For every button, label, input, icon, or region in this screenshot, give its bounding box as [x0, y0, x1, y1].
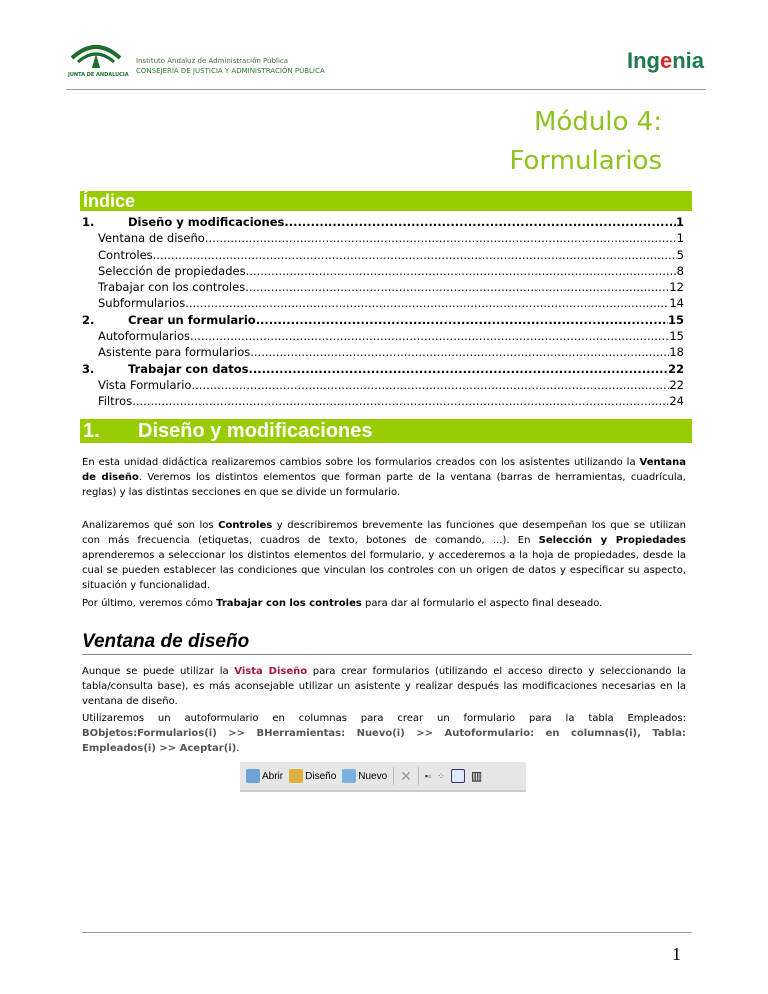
list-icon	[451, 769, 465, 783]
junta-logo	[66, 40, 132, 80]
design-button: Diseño	[289, 769, 336, 783]
toc-entry[interactable]: Ventana de diseño ..... 1	[82, 230, 684, 246]
paragraph: Utilizaremos un autoformulario en columnas para crear un formulario para la tabla Empleados: BObjetos:Formularios(i) >> BHerramientas: Nuevo(i) >> Autoformulario: en columnas(i), Tabla: Empleados(i) >> Aceptar(i).	[82, 713, 686, 754]
details-icon: ▥	[470, 769, 483, 783]
toc-entry[interactable]: 2. Crear un formulario ..... 15	[82, 312, 684, 328]
open-icon	[246, 769, 260, 783]
footer-rule	[82, 932, 692, 933]
new-icon	[342, 769, 356, 783]
toc-entry[interactable]: Asistente para formularios ..... 18	[82, 344, 684, 360]
toc-entry[interactable]: Subformularios ..... 14	[82, 295, 684, 311]
section-heading: 1. Diseño y modificaciones	[80, 419, 692, 443]
toc-entry[interactable]: Vista Formulario ..... 22	[82, 377, 684, 393]
toc-entry[interactable]: 3. Trabajar con datos ..... 22	[82, 361, 684, 377]
junta-logo-text: JUNTA DE ANDALUCIA	[68, 72, 129, 78]
design-icon	[289, 769, 303, 783]
toc-entry[interactable]: 1. Diseño y modificaciones ..... 1	[82, 214, 684, 230]
small-icons-icon: ⁘	[437, 770, 445, 781]
toc-entry[interactable]: Controles ..... 5	[82, 247, 684, 263]
toc-entry[interactable]: Autoformularios ..... 15	[82, 328, 684, 344]
paragraph: En esta unidad didáctica realizaremos cambios sobre los formularios creados con los asistentes utilizando la Ventana de diseño. Veremos los distintos elementos que forman parte de la ventana (barras de herramientas, cuadrícula, reglas) y las distintas secciones en que se divide un formulario.	[82, 457, 686, 498]
delete-icon: ✕	[400, 767, 412, 784]
paragraph: Analizaremos qué son los Controles y describiremos brevemente las funciones que desempeñan los que se utilizan con más frecuencia (etiquetas, cuadros de texto, botones de comando, ...). En Selección y Propiedades aprenderemos a seleccionar los distintos elementos del formulario, y accederemos a la hoja de propiedades, desde la cual se pueden establecer las condiciones que vinculan los controles con un origen de datos y especificar su aspecto, situación y funcionalidad.	[82, 520, 686, 591]
institute-name: Instituto Andaluz de Administración Pública	[136, 57, 289, 65]
open-button: Abrir	[246, 769, 283, 783]
module-title: Módulo 4:	[533, 107, 662, 137]
table-of-contents	[82, 214, 684, 410]
paragraph: Aunque se puede utilizar la Vista Diseño para crear formularios (utilizando el acceso directo y seleccionando la tabla/consulta base), es más aconsejable utilizar un asistente y realizar después las modificaciones necesarias en la ventana de diseño.	[82, 666, 687, 707]
toc-entry[interactable]: Trabajar con los controles ..... 12	[82, 279, 684, 295]
ingenia-logo: Ingenia	[626, 48, 704, 73]
ministry-name: CONSEJERÍA DE JUSTICIA Y ADMINISTRACIÓN PÚBLICA	[136, 67, 325, 75]
page-header	[66, 40, 706, 90]
page-number: 1	[672, 944, 681, 964]
module-subtitle: Formularios	[509, 146, 662, 176]
toc-entry[interactable]: Selección de propiedades ..... 8	[82, 263, 684, 279]
subsection-heading: Ventana de diseño	[82, 631, 692, 655]
toc-entry[interactable]: Filtros ..... 24	[82, 393, 684, 409]
index-heading: Índice	[80, 191, 692, 211]
large-icons-icon: ▪▫	[424, 771, 432, 781]
new-button: Nuevo	[342, 769, 387, 783]
paragraph: Por último, veremos cómo Trabajar con los controles para dar al formulario el aspecto final deseado.	[82, 598, 603, 609]
access-toolbar-image	[240, 762, 526, 792]
